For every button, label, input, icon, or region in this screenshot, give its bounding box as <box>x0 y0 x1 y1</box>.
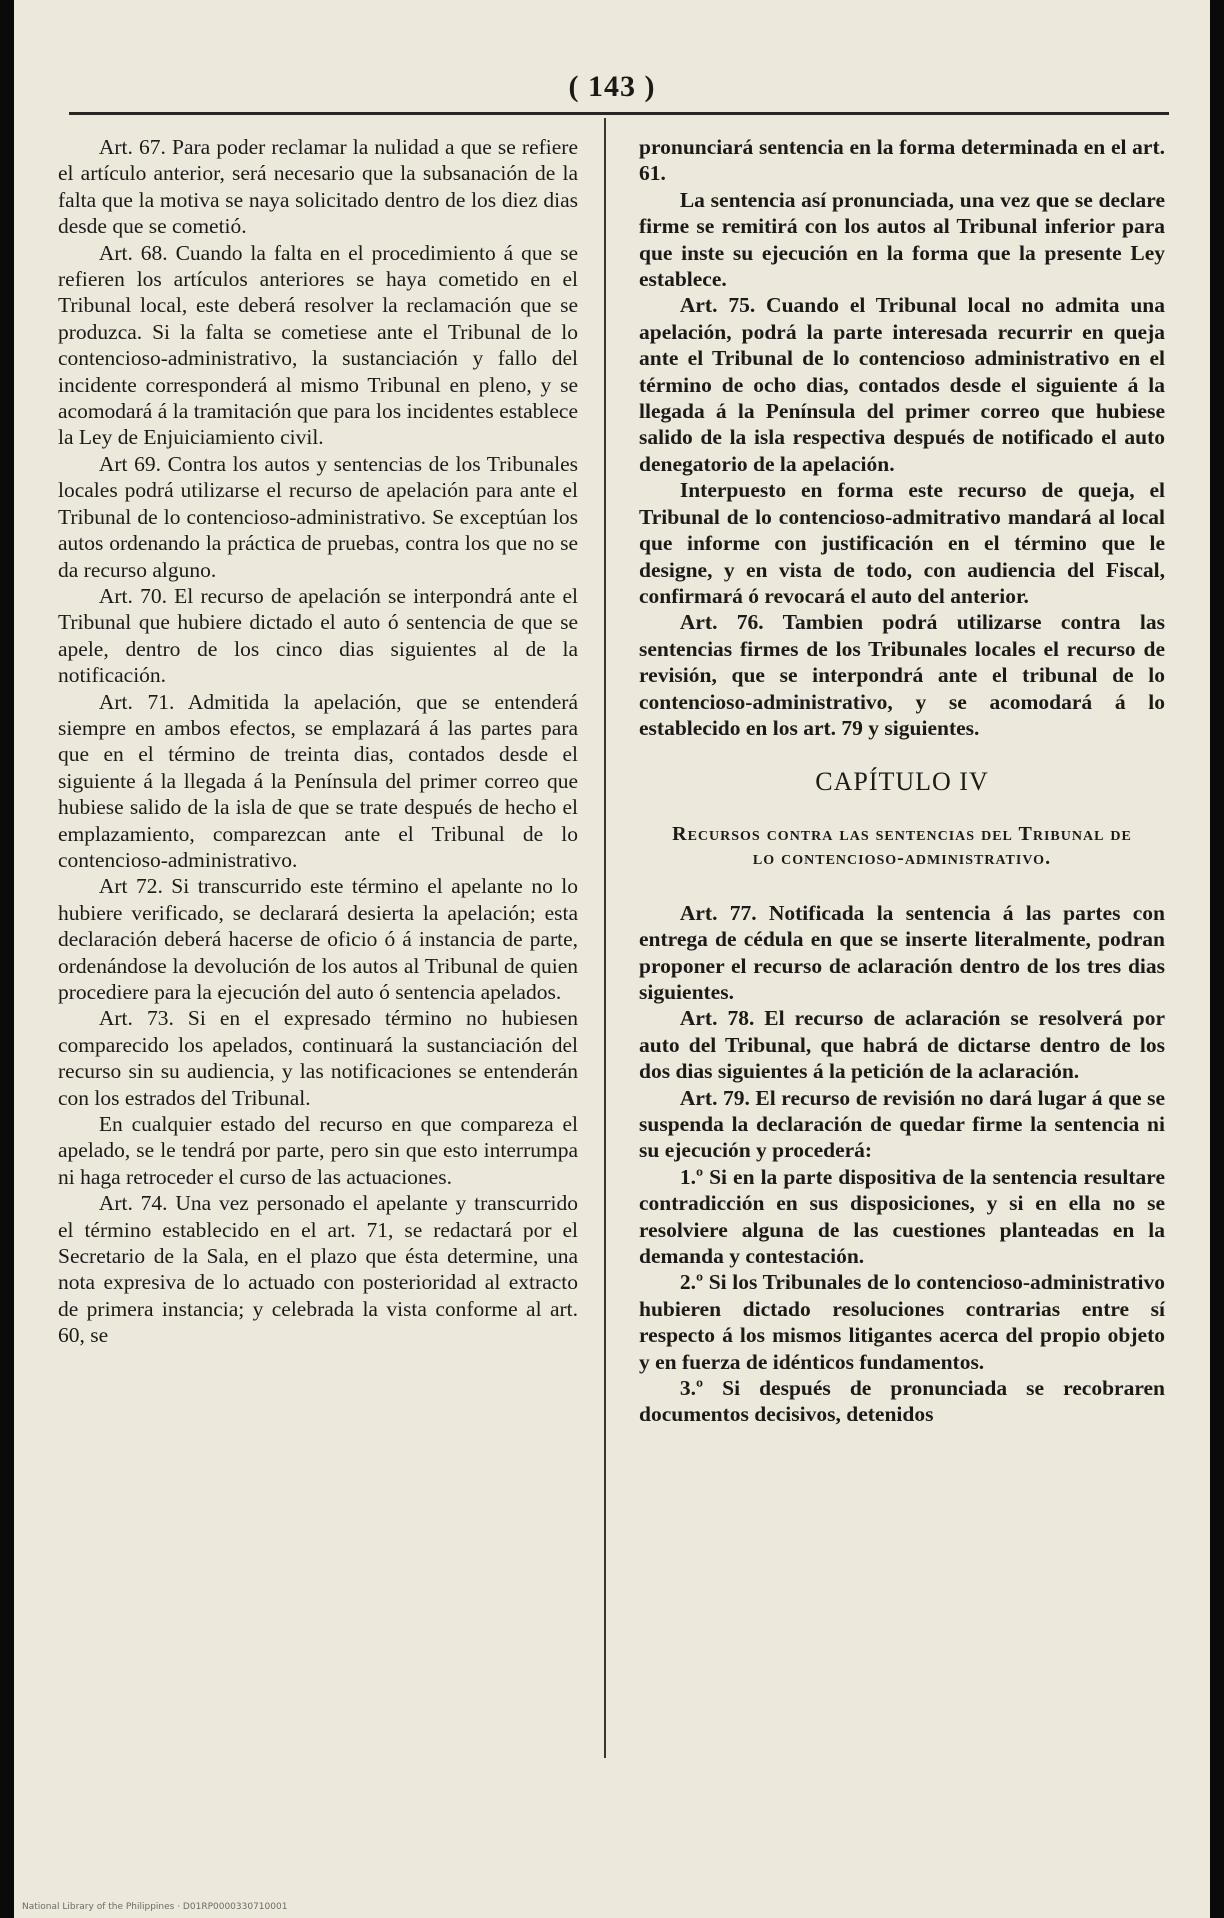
right-paragraph: Art. 79. El recurso de revisión no dará lugar á que se suspenda la declaración de quedar firme la sentencia ni su ejecución y procederá: <box>639 1085 1165 1163</box>
left-paragraph: Art. 68. Cuando la falta en el procedimiento á que se refieren los artículos anteriores se haya cometido en el Tribunal local, este deberá resolver la reclamación que se produzca. Si la falta se cometiese ante el Tribunal de lo contencioso-administrativo, la sustanciación y fallo del incidente corresponderá al mismo Tribunal en pleno, y se acomodará á la tramitación que para los incidentes establece la Ley de Enjuiciamiento civil. <box>58 240 578 450</box>
right-column <box>639 134 1165 1428</box>
page-number: ( 143 ) <box>568 70 656 103</box>
right-paragraph: 2.º Si los Tribunales de lo contencioso-administrativo hubieren dictado resoluciones contrarias entre sí respecto á los mismos litigantes acerca del propio objeto y en fuerza de idénticos fundamentos. <box>639 1270 1165 1374</box>
chapter-heading: CAPÍTULO IV <box>815 767 989 797</box>
header-rule <box>69 112 1169 115</box>
right-paragraph: Art. 75. Cuando el Tribunal local no admita una apelación, podrá la parte interesada recurrir en queja ante el Tribunal de lo contencioso administrativo en el término de ocho dias, contados desde el siguiente á la llegada á la Península del primer correo que hubiese salido de la isla respectiva después de notificado el auto denegatorio de la apelación. <box>639 293 1165 476</box>
left-paragraph: Art. 71. Admitida la apelación, que se entenderá siempre en ambos efectos, se emplazará á las partes para que en el término de treinta dias, contados desde el siguiente á la llegada á la Península del primer correo que hubiese salido de la isla de que se trate después de hecho el emplazamiento, comparezcan ante el Tribunal de lo contencioso-administrativo. <box>58 689 578 872</box>
column-divider <box>604 118 606 1758</box>
left-paragraph: Art. 73. Si en el expresado término no hubiesen comparecido los apelados, continuará la sustanciación del recurso sin su audiencia, y las notificaciones se entenderán con los estrados del Tribunal. <box>58 1006 578 1110</box>
right-paragraph: Art. 78. El recurso de aclaración se resolverá por auto del Tribunal, que habrá de dictarse dentro de los dos dias siguientes á la petición de la aclaración. <box>639 1006 1165 1084</box>
left-paragraph: Art. 74. Una vez personado el apelante y transcurrido el término establecido en el art. 71, se redactará por el Secretario de la Sala, en el plazo que ésta determine, una nota expresiva de lo actuado con posterioridad al extracto de primera instancia; y celebrada la vista conforme al art. 60, se <box>58 1191 578 1348</box>
right-paragraph: Art. 77. Notificada la sentencia á las partes con entrega de cédula en que se inserte literalmente, podran proponer el recurso de aclaración dentro de los tres dias siguientes. <box>639 900 1165 1004</box>
right-paragraph: Art. 76. Tambien podrá utilizarse contra las sentencias firmes de los Tribunales locales el recurso de revisión, que se interpondrá ante el tribunal de lo contencioso-administrativo, y se acomodará á lo establecido en los art. 79 y siguientes. <box>639 610 1165 740</box>
right-paragraph: pronunciará sentencia en la forma determinada en el art. 61. <box>639 135 1165 186</box>
right-paragraph: 3.º Si después de pronunciada se recobraren documentos decisivos, detenidos <box>639 1376 1165 1427</box>
right-paragraph: La sentencia así pronunciada, una vez que se declare firme se remitirá con los autos al Tribunal inferior para que inste su ejecución en la forma que la presente Ley establece. <box>639 187 1165 292</box>
document-page <box>14 0 1210 1918</box>
chapter-subheading: Recursos contra las sentencias del Tribunal de lo contencioso-administrativo. <box>672 822 1132 869</box>
right-paragraph: Interpuesto en forma este recurso de queja, el Tribunal de lo contencioso-admitrativo mandará al local que informe con justificación en el término que le designe, y en vista de todo, con audiencia del Fiscal, confirmará ó revocará el auto del anterior. <box>639 478 1165 608</box>
left-paragraph: Art. 67. Para poder reclamar la nulidad a que se refiere el artículo anterior, será necesario que la subsanación de la falta que la motiva se naya solicitado dentro de los diez dias desde que se cometió. <box>58 135 578 239</box>
left-paragraph: Art. 70. El recurso de apelación se interpondrá ante el Tribunal que hubiere dictado el auto ó sentencia de que se apele, dentro de los cinco dias siguientes al de la notificación. <box>58 583 578 688</box>
left-column <box>58 134 578 1349</box>
library-credit: National Library of the Philippines · D01RP0000330710001 <box>22 1902 288 1912</box>
left-paragraph: Art 72. Si transcurrido este término el apelante no lo hubiere verificado, se declarará desierta la apelación; esta declaración deberá hacerse de oficio ó á instancia de parte, ordenándose la devolución de los autos al Tribunal de quien procediere para la ejecución del auto ó sentencia apelados. <box>58 874 578 1004</box>
left-paragraph: En cualquier estado del recurso en que compareza el apelado, se le tendrá por parte, pero sin que esto interrumpa ni haga retroceder el curso de las actuaciones. <box>58 1112 578 1189</box>
right-paragraph: 1.º Si en la parte dispositiva de la sentencia resultare contradicción en sus disposiciones, y si en ella no se resolviere alguna de las cuestiones planteadas en la demanda y contestación. <box>639 1164 1165 1269</box>
left-paragraph: Art 69. Contra los autos y sentencias de los Tribunales locales podrá utilizarse el recurso de apelación para ante el Tribunal de lo contencioso-administrativo. Se exceptúan los autos ordenando la práctica de pruebas, contra los que no se da recurso alguno. <box>58 451 578 582</box>
